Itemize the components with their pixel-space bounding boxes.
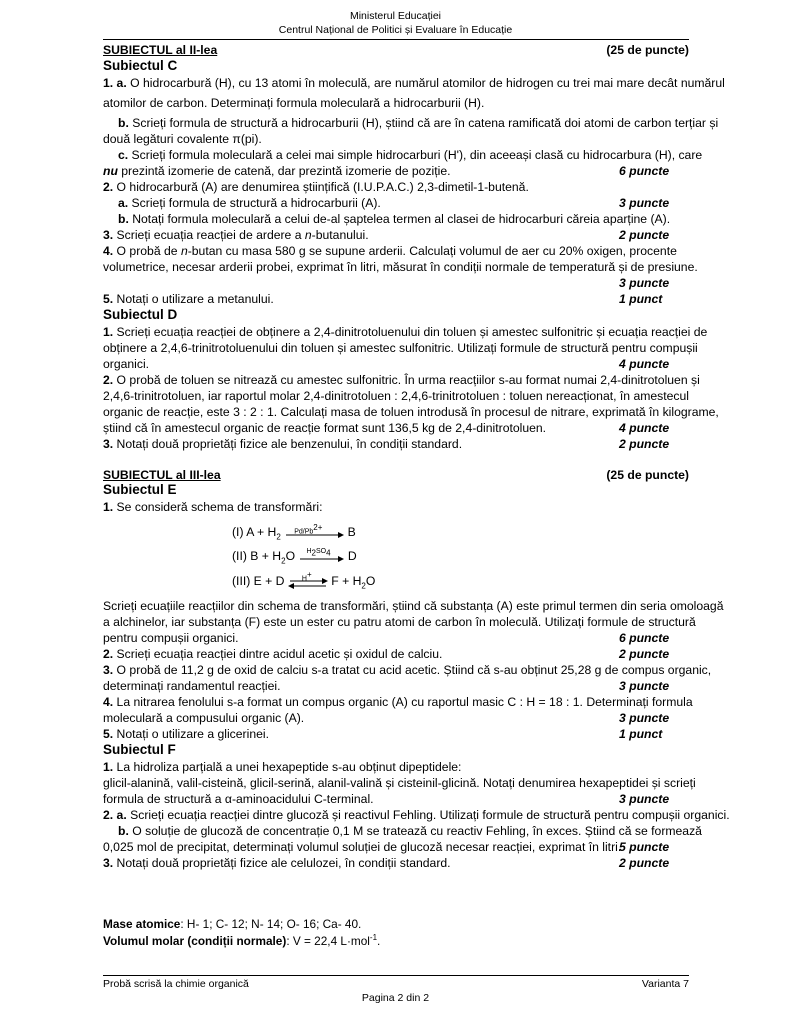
e-line-10: 5. Notați o utilizare a glicerinei. <box>103 727 269 741</box>
f-line-5: b. O soluție de glucoză de concentrație 0,1 M se tratează cu reactiv Fehling, în exces. Știind că se formează <box>118 824 702 838</box>
c-points-3: 2 puncte <box>619 228 670 242</box>
subiectul-e-title: Subiectul E <box>103 482 177 497</box>
molar-volume: Volumul molar (condiții normale): V = 22,4 L·mol$^{-1}$. <box>103 933 381 948</box>
header-rule <box>103 39 689 40</box>
subiectul-c-title: Subiectul C <box>103 58 178 73</box>
section-2-title-row <box>103 42 689 58</box>
e-line-6: 3. O probă de 11,2 g de oxid de calciu s-a tratat cu acid acetic. Știind că s-au obținut 25,28 g de compus organic, <box>103 663 712 677</box>
d-line-1: 1. Scrieți ecuația reacției de obținere a 2,4-dinitrotoluenului din toluen și amestec sulfonitric și ecuația reacției de <box>103 325 708 339</box>
subiectul-d-title: Subiectul D <box>103 307 178 322</box>
footer-rule <box>103 975 689 976</box>
c-line-1: 1. a. O hidrocarbură (H), cu 13 atomi în moleculă, are numărul atomilor de hidrogen cu trei mai mare decât numărul <box>103 76 725 90</box>
reaction-3: (III) E + D H+ $F + H_2O$ <box>232 569 376 591</box>
section-3-title-row <box>103 467 689 483</box>
c-line-11: 4. O probă de n-butan cu masa 580 g se supune arderii. Calculați volumul de aer cu 20% oxigen, procente <box>103 244 677 258</box>
e-points-4: 3 puncte <box>619 711 670 725</box>
f-points-3: 2 puncte <box>619 856 670 870</box>
f-line-4: 2. a. Scrieți ecuația reacției dintre glucoză și reactivul Fehling. Utilizați formule de structură pentru compușii organici. <box>103 808 730 822</box>
f-line-7: 3. Notați două proprietăți fizice ale celulozei, în condiții standard. <box>103 856 451 870</box>
section-2-points: (25 de puncte) <box>606 43 689 57</box>
section-3-title: SUBIECTUL al III-lea <box>103 468 221 482</box>
e-line-8: 4. La nitrarea fenolului s-a format un compus organic (A) cu raportul masic C : H = 18 : 1. Determinați formula <box>103 695 693 709</box>
footer-page-number: Pagina 2 din 2 <box>361 992 430 1004</box>
subiectul-f-title: Subiectul F <box>103 742 176 757</box>
f-points-2: 5 puncte <box>619 840 670 854</box>
footer-variant: Varianta 7 <box>641 978 689 990</box>
c-line-9: b. Notați formula moleculară a celui de-al șaptelea termen al clasei de hidrocarburi căreia aparține (A). <box>118 212 671 226</box>
c-points-2: 3 puncte <box>619 196 670 210</box>
f-line-2: glicil-alanină, valil-cisteină, glicil-serină, alanil-valină și cisteinil-glicină. Notați denumirea hexapeptidei și scrieți <box>103 776 696 790</box>
c-line-6: nu prezintă izomerie de catenă, dar prezintă izomerie de poziție. <box>103 164 451 178</box>
e-line-1: 1. Se consideră schema de transformări: <box>103 500 323 514</box>
f-line-1: 1. La hidroliza parțială a unei hexapeptide s-au obținut dipeptidele: <box>103 760 462 774</box>
reaction-1: (I) $A + H_2$ $Pd/Pb^{2+}$ B <box>232 522 356 542</box>
d-points-3: 2 puncte <box>619 437 670 451</box>
e-line-2: Scrieți ecuațiile reacțiilor din schema de transformări, știind că substanța (A) este primul termen din seria omoloagă <box>103 599 724 613</box>
section-3-points: (25 de puncte) <box>606 468 689 482</box>
e-points-5: 1 punct <box>619 727 663 741</box>
ministry-header: Ministerul Educației <box>349 10 442 22</box>
f-line-3: formula de structură a α-aminoacidului C-terminal. <box>103 792 374 806</box>
e-points-2: 2 puncte <box>619 647 670 661</box>
c-points-1: 6 puncte <box>619 164 670 178</box>
c-line-10: 3. Scrieți ecuația reacției de ardere a n-butanului. <box>103 228 369 242</box>
d-line-4: 2. O probă de toluen se nitrează cu amestec sulfonitric. În urma reacțiilor s-au format numai 2,4-dinitrotoluen și <box>103 373 700 387</box>
c-line-12: volumetrice, necesar arderii probei, exprimat în litri, măsurat în condiții normale de temperatură și de presiune. <box>103 260 698 274</box>
c-points-5: 1 punct <box>619 292 663 306</box>
e-line-5: 2. Scrieți ecuația reacției dintre acidul acetic și oxidul de calciu. <box>103 647 443 661</box>
d-points-2: 4 puncte <box>619 421 670 435</box>
d-line-3: organici. <box>103 357 150 371</box>
e-points-1: 6 puncte <box>619 631 670 645</box>
e-line-3: a alchinelor, iar substanța (F) este un ester cu patru atomi de carbon în moleculă. Utilizați formule de structură <box>103 615 696 629</box>
d-line-6: organic de reacție, este 3 : 2 : 1. Calculați masa de toluen introdusă în procesul de nitrare, exprimată în kilograme, <box>103 405 719 419</box>
c-line-7: 2. O hidrocarbură (A) are denumirea științifică (I.U.P.A.C.) 2,3-dimetil-1-butenă. <box>103 180 529 194</box>
e-line-4: pentru compușii organici. <box>103 631 239 645</box>
c-line-3: b. Scrieți formula de structură a hidrocarburii (H), știind că are în catena ramificată doi atomi de carbon terțiar și <box>118 116 719 130</box>
f-points-1: 3 puncte <box>619 792 670 806</box>
e-line-7: determinați randamentul reacției. <box>103 679 281 693</box>
e-line-9: moleculară a compusului organic (A). <box>103 711 305 725</box>
footer-exam-title: Probă scrisă la chimie organică <box>103 978 249 990</box>
d-line-7: știind că în amestecul organic de reacție format sunt 136,5 kg de 2,4-dinitrotoluen. <box>103 421 547 435</box>
c-line-13: 5. Notați o utilizare a metanului. <box>103 292 274 306</box>
e-points-3: 3 puncte <box>619 679 670 693</box>
f-line-6: 0,025 mol de precipitat, determinați volumul soluției de glucoză necesar reacției, exprimat în litri. <box>103 840 622 854</box>
c-points-4: 3 puncte <box>619 276 670 290</box>
reaction-1-arrow <box>284 528 344 542</box>
c-line-8: a. Scrieți formula de structură a hidrocarburii (A). <box>118 196 381 210</box>
atomic-masses: Mase atomice: H- 1; C- 12; N- 14; O- 16; Ca- 40. <box>103 917 362 931</box>
c-line-2: atomilor de carbon. Determinați formula moleculară a hidrocarburii (H). <box>103 96 485 110</box>
center-header: Centrul Național de Politici și Evaluare în Educație <box>278 24 513 36</box>
d-points-1: 4 puncte <box>619 357 670 371</box>
section-2-title: SUBIECTUL al II-lea <box>103 43 218 57</box>
d-line-8: 3. Notați două proprietăți fizice ale benzenului, în condiții standard. <box>103 437 463 451</box>
d-line-2: obținere a 2,4,6-trinitrotoluenului din toluen și amestec sulfonitric. Utilizați formule de structură pentru compușii <box>103 341 698 355</box>
reaction-2-arrow <box>298 552 344 566</box>
d-line-5: 2,4,6-trinitrotoluen, iar raportul molar 2,4-dinitrotoluen : 2,4,6-trinitrotoluen : toluen nereacționat, în amestecul <box>103 389 689 403</box>
c-line-5: c. Scrieți formula moleculară a celei mai simple hidrocarburi (H'), din aceeași clasă cu hidrocarbura (H), care <box>118 148 703 162</box>
reaction-2: (II) $B + H_2O$ $H_2SO_4$ D <box>232 547 357 566</box>
c-line-4: două legături covalente π(pi). <box>103 132 262 146</box>
reaction-3-equilibrium-arrow <box>288 575 328 591</box>
